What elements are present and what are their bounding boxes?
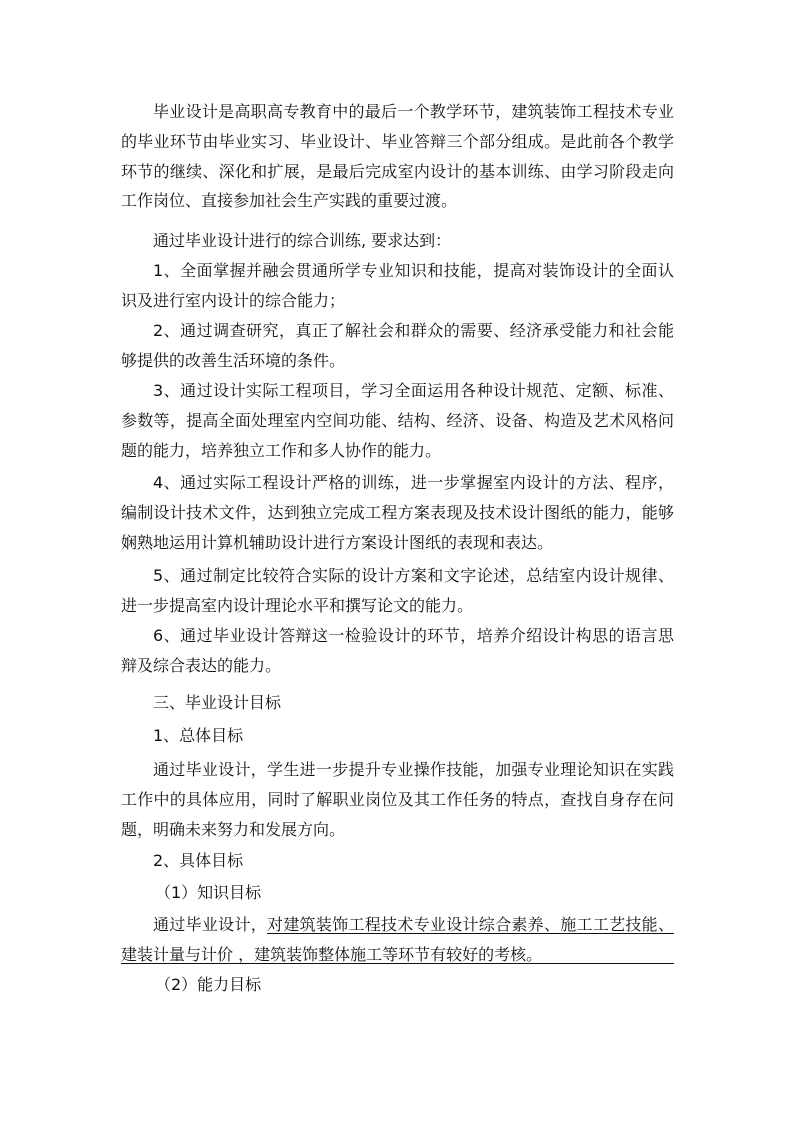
- subsection-heading-specific: 2、具体目标: [153, 851, 244, 870]
- requirement-item-5: 5、通过制定比较符合实际的设计方案和文字论述，总结室内设计规律、进一步提高室内设计理论水平和撰写论文的能力。: [121, 566, 674, 615]
- requirement-item-6: 6、通过毕业设计答辩这一检验设计的环节，培养介绍设计构思的语言思辩及综合表达的能力。: [121, 626, 674, 675]
- underline-fill-rule: [121, 963, 674, 964]
- section-heading: 三、毕业设计目标: [153, 693, 282, 712]
- overall-goal-paragraph: 通过毕业设计，学生进一步提升专业操作技能，加强专业理论知识在实践工作中的具体应用，同时了解职业岗位及其工作任务的特点，查找自身存在问题，明确未来努力和发展方向。: [121, 760, 674, 839]
- requirement-item-3: 3、通过设计实际工程项目，学习全面运用各种设计规范、定额、标准、参数等，提高全面处理室内空间功能、结构、经济、设备、构造及艺术风格问题的能力，培养独立工作和多人协作的能力。: [121, 381, 674, 460]
- requirements-lead: 通过毕业设计进行的综合训练, 要求达到：: [153, 231, 452, 250]
- intro-paragraph: 毕业设计是高职高专教育中的最后一个教学环节，建筑装饰工程技术专业的毕业环节由毕业实习、毕业设计、毕业答辩三个部分组成。是此前各个教学环节的继续、深化和扩展，是最后完成室内设计的基本训练、由学习阶段走向工作岗位、直接参加社会生产实践的重要过渡。: [121, 102, 674, 211]
- knowledge-goal-heading: （1）知识目标: [155, 883, 262, 902]
- requirement-item-4: 4、通过实际工程设计严格的训练，进一步掌握室内设计的方法、程序，编制设计技术文件，达到独立完成工程方案表现及技术设计图纸的能力，能够娴熟地运用计算机辅助设计进行方案设计图纸的表现和表达。: [121, 473, 674, 552]
- subsection-heading-overall: 1、总体目标: [153, 726, 244, 745]
- knowledge-goal-lead: 通过毕业设计，: [153, 915, 268, 934]
- knowledge-goal-paragraph: [121, 910, 674, 970]
- requirement-item-2: 2、通过调查研究，真正了解社会和群众的需要、经济承受能力和社会能够提供的改善生活环境的条件。: [121, 321, 674, 370]
- requirement-item-1: 1、全面掌握并融会贯通所学专业知识和技能，提高对装饰设计的全面认识及进行室内设计的综合能力；: [121, 261, 674, 310]
- ability-goal-heading: （2）能力目标: [155, 975, 262, 994]
- knowledge-goal-underlined: 对建筑装饰工程技术专业设计综合素养、施工工艺技能、建装计量与计价 ，建筑装饰整体施工等环节有较好的考核。: [121, 915, 674, 964]
